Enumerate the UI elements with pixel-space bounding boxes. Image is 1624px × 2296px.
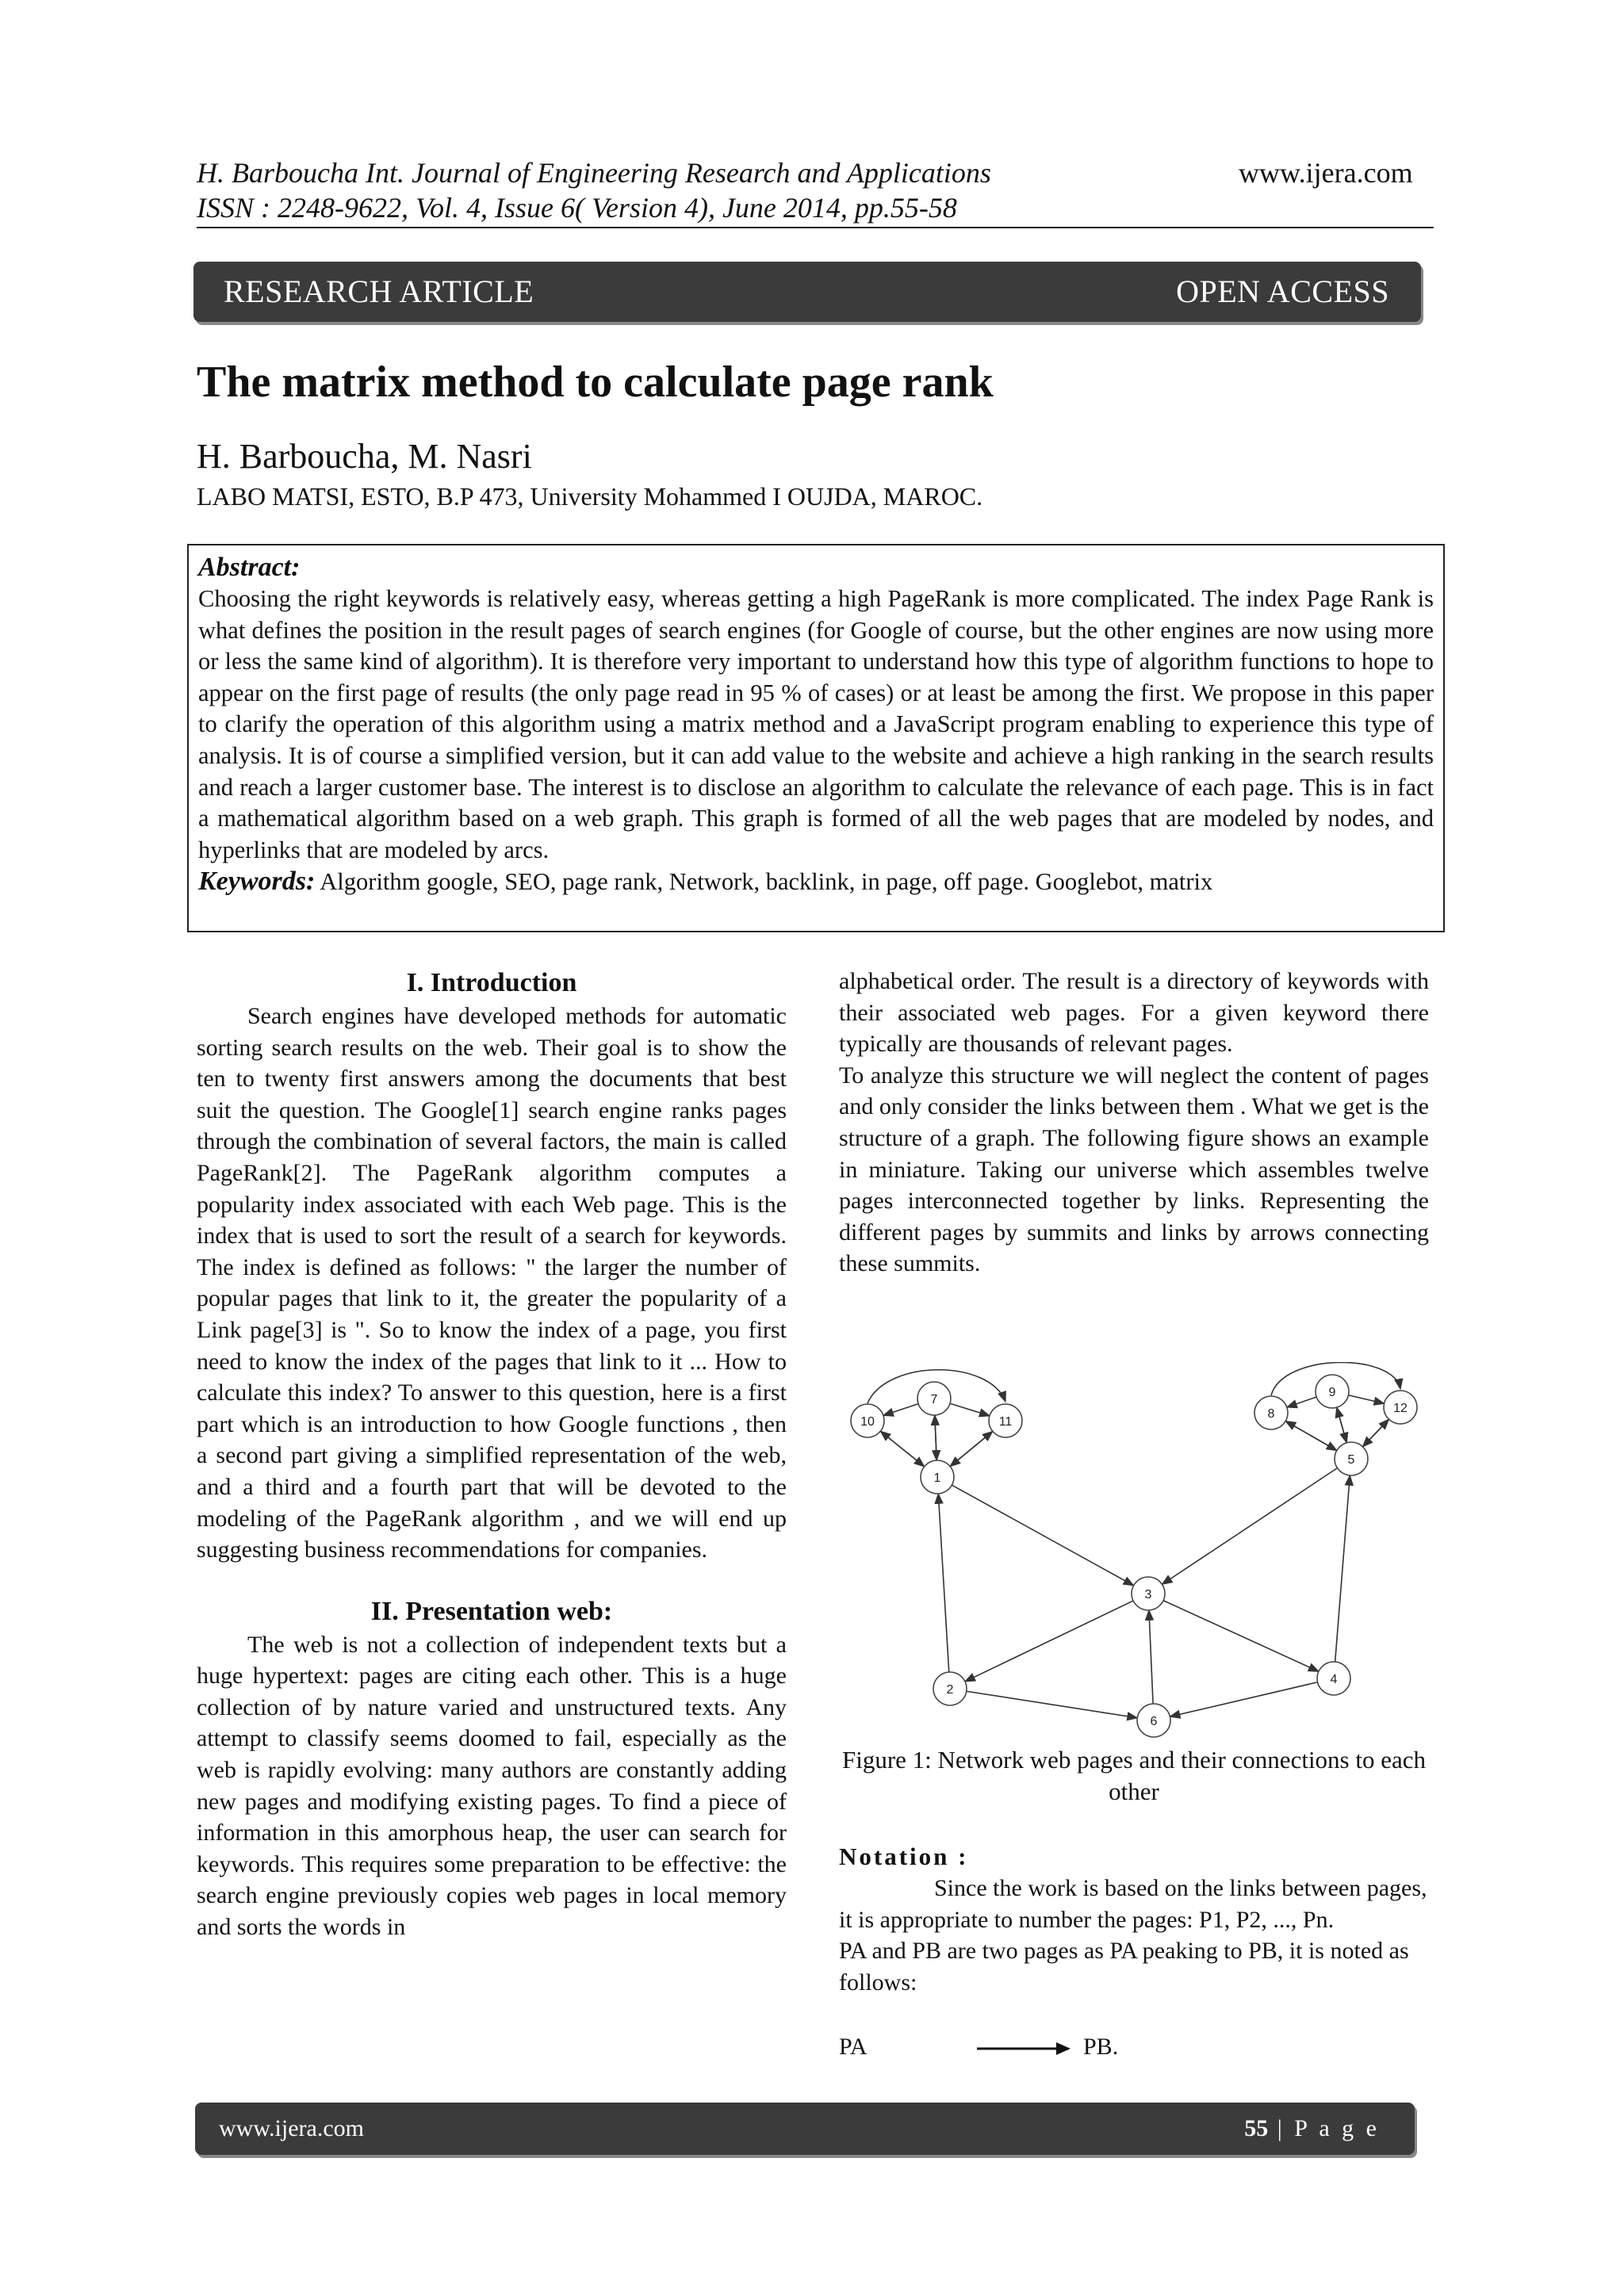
keywords-line: [198, 866, 1434, 897]
graph-edge-2-6: [967, 1691, 1137, 1718]
authors: H. Barboucha, M. Nasri: [197, 437, 532, 476]
graph-node-10: [851, 1404, 884, 1437]
graph-edge-7-11: [950, 1403, 990, 1416]
keywords-text: Algorithm google, SEO, page rank, Network, backlink, in page, off page. Googlebot, matrix: [320, 868, 1213, 896]
article-type-banner: [193, 262, 1421, 322]
page-number: [1244, 2103, 1380, 2155]
graph-node-12: [1384, 1391, 1417, 1424]
graph-node-3: [1132, 1577, 1165, 1610]
graph-node-label: 6: [1150, 1715, 1158, 1728]
notation-heading: Notation :: [839, 1843, 969, 1870]
graph-node-11: [989, 1404, 1022, 1437]
presentation-web-heading: II. Presentation web:: [370, 1596, 613, 1626]
notation-text-2: PA and PB are two pages as PA peaking to PB, it is noted as follows:: [839, 1938, 1409, 1996]
header-website-link[interactable]: www.ijera.com: [1239, 157, 1413, 189]
graph-edge-4-6: [1170, 1682, 1317, 1716]
pb-label: PB.: [1083, 2034, 1119, 2060]
graph-node-label: 5: [1347, 1453, 1355, 1467]
graph-edge-7-10: [883, 1404, 918, 1416]
graph-edge-1-11: [950, 1431, 993, 1466]
paper-title: The matrix method to calculate page rank: [197, 358, 994, 407]
graph-edge-1-10: [880, 1431, 924, 1467]
graph-edge-3-2: [965, 1601, 1133, 1682]
pa-to-pb-arrow-icon: [977, 2041, 1072, 2057]
graph-edges: [868, 1362, 1400, 1717]
graph-node-label: 9: [1328, 1386, 1336, 1399]
abstract-box: [187, 544, 1445, 932]
graph-node-2: [933, 1672, 967, 1705]
graph-node-9: [1316, 1375, 1349, 1408]
graph-node-6: [1137, 1704, 1170, 1737]
graph-node-label: 11: [998, 1415, 1013, 1429]
left-column: [197, 966, 787, 1943]
graph-edge-6-3: [1149, 1610, 1153, 1704]
graph-edge-4-5: [1335, 1475, 1350, 1662]
graph-edge-1-3: [952, 1485, 1133, 1586]
presentation-web-text: The web is not a collection of independent texts but a huge hypertext: pages are citing each other. This is a huge collection of by nature varied and unstructured texts. Any attempt to classify seems doomed to fail, especially as the web is rapidly evolving: many authors are constantly adding new pages and modifying existing pages. To find a piece of information in this amorphous heap, the user can search for keywords. This requires some preparation to be effective: the search engine previously copies web pages in local memory and sorts the words in: [197, 1631, 787, 1941]
right-column: [839, 966, 1429, 1280]
graph-edge-5-3: [1162, 1468, 1337, 1585]
issn-line: ISSN : 2248-9622, Vol. 4, Issue 6( Version 4), June 2014, pp.55-58: [197, 192, 957, 224]
graph-edge-5-8: [1285, 1421, 1337, 1450]
pa-label: PA: [839, 2034, 868, 2060]
journal-line: H. Barboucha Int. Journal of Engineering Research and Applications: [197, 157, 991, 189]
footer-website-link[interactable]: www.ijera.com: [219, 2115, 364, 2141]
open-access-label: OPEN ACCESS: [1176, 274, 1389, 309]
graph-node-label: 1: [933, 1471, 941, 1485]
abstract-text: Choosing the right keywords is relatively easy, whereas getting a high PageRank is more complicated. The index Page Rank is what defines the position in the result pages of search engines (for Google of course, but the other engines are now using more or less the same kind of algorithm). It is therefore very important to understand how this type of algorithm functions to hope to appear on the first page of results (the only page read in 95 % of cases) or at least be among the first. We propose in this paper to clarify the operation of this algorithm using a matrix method and a JavaScript program enabling to experience this type of analysis. It is of course a simplified version, but it can add value to the website and achieve a high ranking in the search results and reach a larger customer base. The interest is to disclose an algorithm to calculate the relevance of each page. This is in fact a mathematical algorithm based on a web graph. This graph is formed of all the web pages that are modeled by nodes, and hyperlinks that are modeled by arcs.: [198, 585, 1434, 863]
page-label: | P a g e: [1268, 2115, 1380, 2141]
research-article-label: RESEARCH ARTICLE: [224, 274, 534, 309]
graph-node-1: [921, 1460, 954, 1494]
header-divider: [197, 227, 1434, 228]
introduction-heading: I. Introduction: [406, 968, 577, 997]
graph-edge-9-12: [1348, 1395, 1384, 1403]
graph-node-5: [1335, 1442, 1368, 1475]
network-graph-figure: [839, 1362, 1432, 1743]
graph-edge-3-4: [1163, 1601, 1319, 1672]
affiliation: LABO MATSI, ESTO, B.P 473, University Mohammed I OUJDA, MAROC.: [197, 482, 983, 511]
graph-edge-2-1: [938, 1494, 948, 1672]
introduction-text: Search engines have developed methods for automatic sorting search results on the web. Their goal is to show the ten to twenty first answers among the documents that best suit the question. The Google[1] search engine ranks pages through the combination of several factors, the main is called PageRank[2]. The PageRank algorithm computes a popularity index associated with each Web page. This is the index that is used to sort the result of a search for keywords. The index is defined as follows: " the larger the number of popular pages that link to it, the greater the popularity of a Link page[3] is ". So to know the index of a page, you first need to know the index of the pages that link to it ... How to calculate this index? To answer to this question, here is a first part which is an introduction to how Google functions , then a second part giving a simplified representation of the web, and a third and a fourth part that will be devoted to the modeling of the PageRank algorithm , and we will end up suggesting business recommendations for companies.: [197, 1003, 787, 1563]
abstract-heading: Abstract:: [198, 553, 301, 582]
footer-bar: [195, 2103, 1415, 2155]
figure-caption: Figure 1: Network web pages and their connections to each other: [841, 1746, 1427, 1805]
notation-text: [839, 1873, 1429, 1998]
graph-node-label: 7: [930, 1393, 938, 1406]
notation-text-1: Since the work is based on the links between pages, it is appropriate to number the pages: P1, P2, ..., Pn.: [839, 1875, 1427, 1933]
graph-node-label: 8: [1267, 1407, 1275, 1421]
graph-node-label: 2: [946, 1683, 954, 1697]
graph-node-8: [1254, 1396, 1288, 1429]
graph-node-label: 3: [1144, 1588, 1152, 1601]
keywords-label: Keywords:: [198, 867, 316, 897]
right-paragraph-1: alphabetical order. The result is a directory of keywords with their associated web pages. For a given keyword there typically are thousands of relevant pages.: [839, 968, 1429, 1058]
graph-edge-5-9: [1337, 1407, 1347, 1443]
graph-edge-9-8: [1287, 1397, 1316, 1407]
right-paragraph-2: To analyze this structure we will neglect the content of pages and only consider the links between them . What we get is the structure of a graph. The following figure shows an example in miniature. Taking our universe which assembles twelve pages interconnected together by links. Representing the different pages by summits and links by arrows connecting these summits.: [839, 1062, 1429, 1277]
running-header: [197, 155, 991, 225]
graph-node-label: 10: [860, 1415, 875, 1429]
graph-edge-1-7: [935, 1415, 936, 1460]
graph-edge-5-12: [1362, 1419, 1388, 1447]
graph-node-label: 4: [1330, 1673, 1338, 1686]
graph-node-4: [1317, 1662, 1350, 1695]
page-number-value: 55: [1244, 2115, 1269, 2141]
graph-node-label: 12: [1393, 1402, 1408, 1415]
graph-node-7: [917, 1382, 951, 1415]
